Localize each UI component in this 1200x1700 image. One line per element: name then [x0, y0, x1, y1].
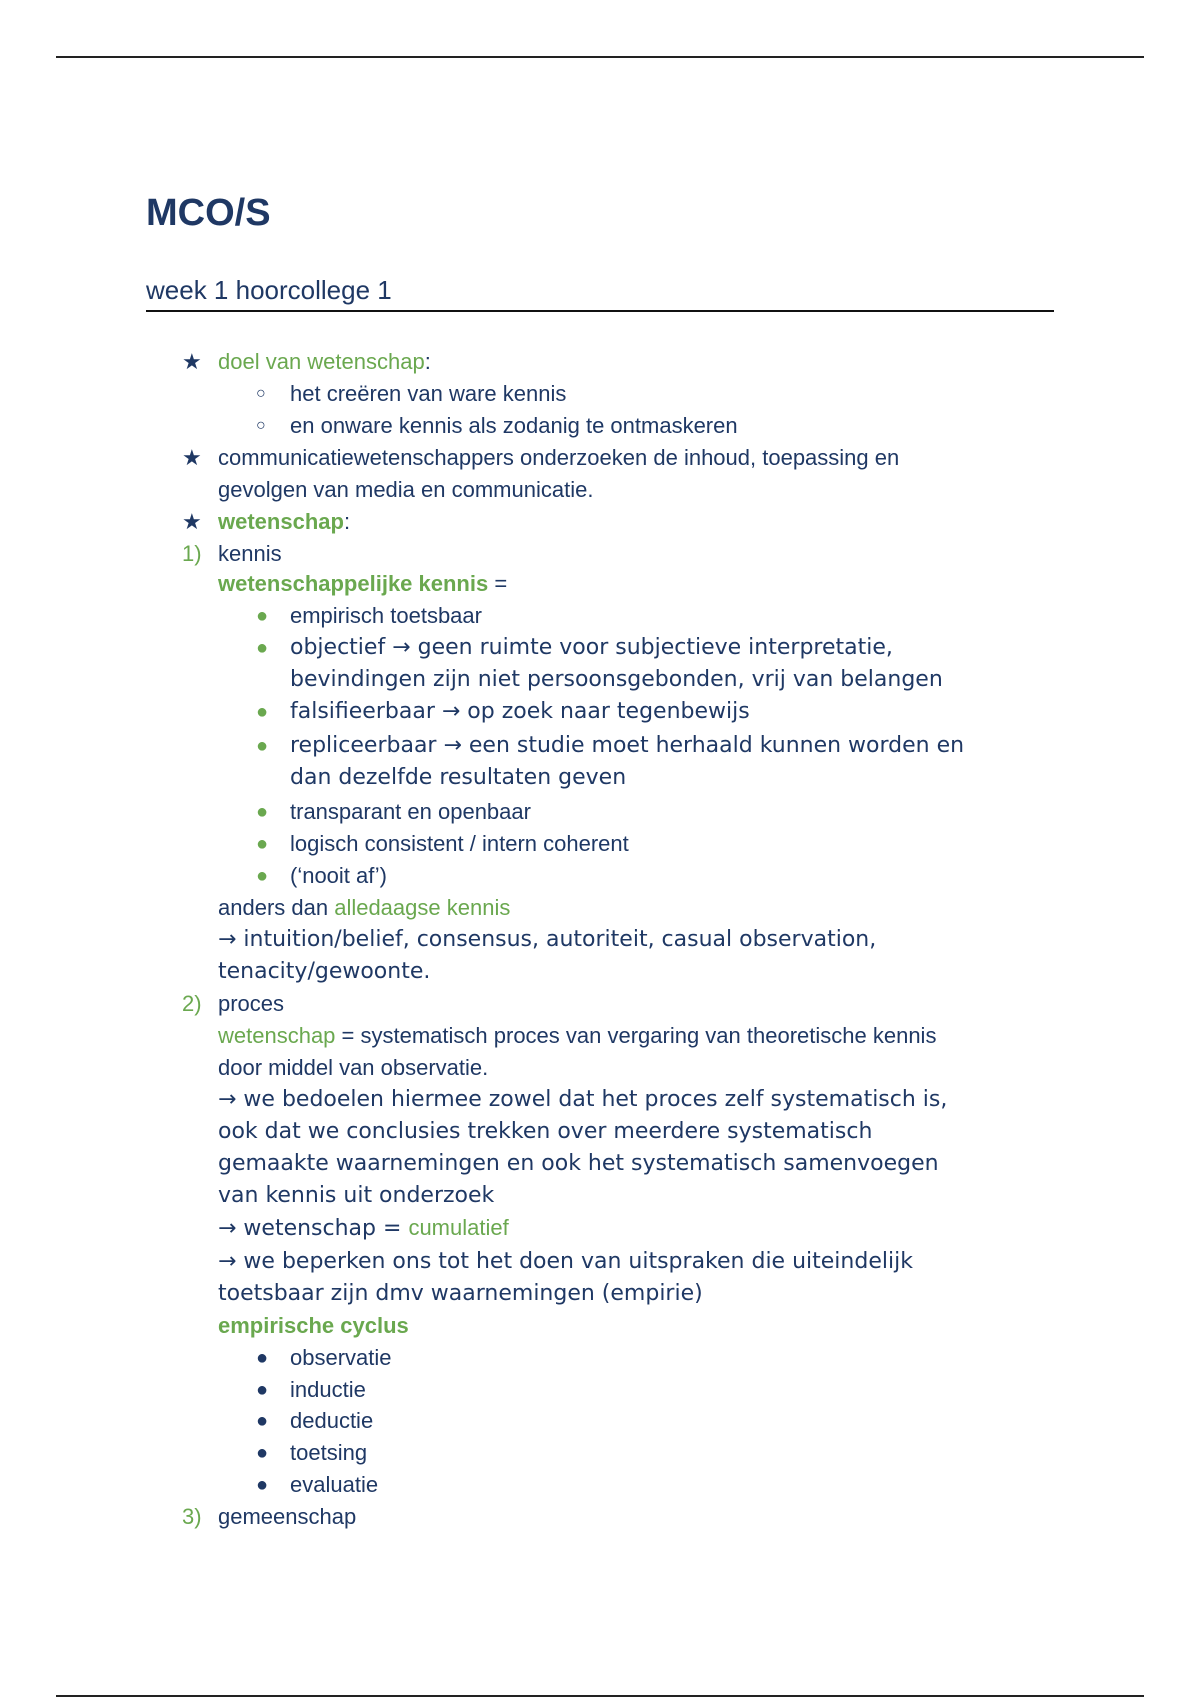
list-item-doel — [218, 346, 431, 378]
arrow-line-cont: tenacity/gewoonte. — [218, 959, 431, 984]
cycle-step: evaluatie — [290, 1472, 379, 1497]
empirische-cyclus-heading: empirische cyclus — [218, 1313, 409, 1338]
term-wetenschappelijke-kennis: wetenschappelijke kennis — [218, 571, 489, 596]
paragraph-line: gemaakte waarnemingen en ook het systematisch samenvoegen — [218, 1151, 939, 1176]
term-cumulatief: cumulatief — [408, 1215, 509, 1240]
cycle-step: inductie — [290, 1377, 366, 1402]
star-bullet-icon: ★ — [182, 509, 202, 534]
list-item-communicatie: communicatiewetenschappers onderzoeken de inhoud, toepassing en — [218, 445, 900, 470]
dot-bullet-icon: ● — [256, 801, 269, 823]
dot-bullet-icon: ● — [256, 1442, 269, 1464]
dot-bullet-icon: ● — [256, 735, 269, 757]
sub-item: en onware kennis als zodanig te ontmaskeren — [290, 413, 738, 438]
definition-wetenschappelijke-kennis — [218, 568, 507, 600]
bullet-item-cont: bevindingen zijn niet persoonsgebonden, vrij van belangen — [290, 667, 943, 692]
number-marker: 3) — [182, 1504, 202, 1529]
bullet-item: transparant en openbaar — [290, 799, 531, 824]
document-subtitle: week 1 hoorcollege 1 — [146, 274, 1054, 312]
paragraph-line: → we beperken ons tot het doen van uitspraken die uiteindelijk — [218, 1249, 913, 1274]
bullet-item: empirisch toetsbaar — [290, 603, 482, 628]
dot-bullet-icon: ● — [256, 605, 269, 627]
list-item-wetenschap — [218, 506, 350, 538]
bullet-item: objectief → geen ruimte voor subjectieve interpretatie, — [290, 635, 893, 660]
page-top-rule — [56, 56, 1144, 58]
list-item-communicatie-cont: gevolgen van media en communicatie. — [218, 477, 594, 502]
paragraph-line: toetsbaar zijn dmv waarnemingen (empirie) — [218, 1281, 703, 1306]
item-kennis: kennis — [218, 541, 282, 566]
paragraph-line: van kennis uit onderzoek — [218, 1183, 495, 1208]
anders-prefix: anders dan — [218, 895, 335, 920]
star-bullet-icon: ★ — [182, 445, 202, 470]
definition-wetenschap — [218, 1020, 936, 1052]
definition-cont: door middel van observatie. — [218, 1055, 489, 1080]
page-bottom-rule — [56, 1695, 1144, 1697]
bullet-item: repliceerbaar → een studie moet herhaald kunnen worden en — [290, 733, 965, 758]
item-proces: proces — [218, 991, 285, 1016]
circle-bullet-icon: ○ — [256, 417, 266, 434]
document-title: MCO/S — [146, 192, 271, 234]
dot-bullet-icon: ● — [256, 865, 269, 887]
dot-bullet-icon: ● — [256, 637, 269, 659]
anders-dan-line — [218, 892, 510, 924]
cycle-step: observatie — [290, 1345, 392, 1370]
term-alledaagse-kennis: alledaagse kennis — [334, 895, 511, 920]
item-gemeenschap: gemeenschap — [218, 1504, 357, 1529]
bullet-item: logisch consistent / intern coherent — [290, 831, 629, 856]
dot-bullet-icon: ● — [256, 701, 269, 723]
star-bullet-icon: ★ — [182, 349, 202, 374]
term-wetenschap: wetenschap — [218, 509, 344, 534]
cumulatief-prefix: → wetenschap = — [218, 1216, 409, 1241]
cycle-step: toetsing — [290, 1440, 368, 1465]
number-marker: 2) — [182, 991, 202, 1016]
cumulatief-line — [218, 1212, 509, 1245]
term-suffix: : — [424, 349, 431, 374]
number-marker: 1) — [182, 541, 202, 566]
dot-bullet-icon: ● — [256, 1410, 269, 1432]
dot-bullet-icon: ● — [256, 1474, 269, 1496]
bullet-item-cont: dan dezelfde resultaten geven — [290, 765, 627, 790]
cycle-step: deductie — [290, 1408, 374, 1433]
sub-item: het creëren van ware kennis — [290, 381, 567, 406]
dot-bullet-icon: ● — [256, 1347, 269, 1369]
term-suffix: = — [488, 571, 508, 596]
paragraph-line: ook dat we conclusies trekken over meerdere systematisch — [218, 1119, 873, 1144]
term-doel-van-wetenschap: doel van wetenschap — [218, 349, 425, 374]
bullet-item: falsifieerbaar → op zoek naar tegenbewijs — [290, 699, 750, 724]
dot-bullet-icon: ● — [256, 1379, 269, 1401]
circle-bullet-icon: ○ — [256, 385, 266, 402]
definition-text: = systematisch proces van vergaring van theoretische kennis — [335, 1023, 937, 1048]
term-wetenschap-def: wetenschap — [218, 1023, 336, 1048]
paragraph-line: → we bedoelen hiermee zowel dat het proces zelf systematisch is, — [218, 1087, 948, 1112]
term-suffix: : — [343, 509, 351, 534]
bullet-item: (‘nooit af’) — [290, 863, 387, 888]
arrow-line: → intuition/belief, consensus, autoriteit, casual observation, — [218, 927, 877, 952]
dot-bullet-icon: ● — [256, 833, 269, 855]
